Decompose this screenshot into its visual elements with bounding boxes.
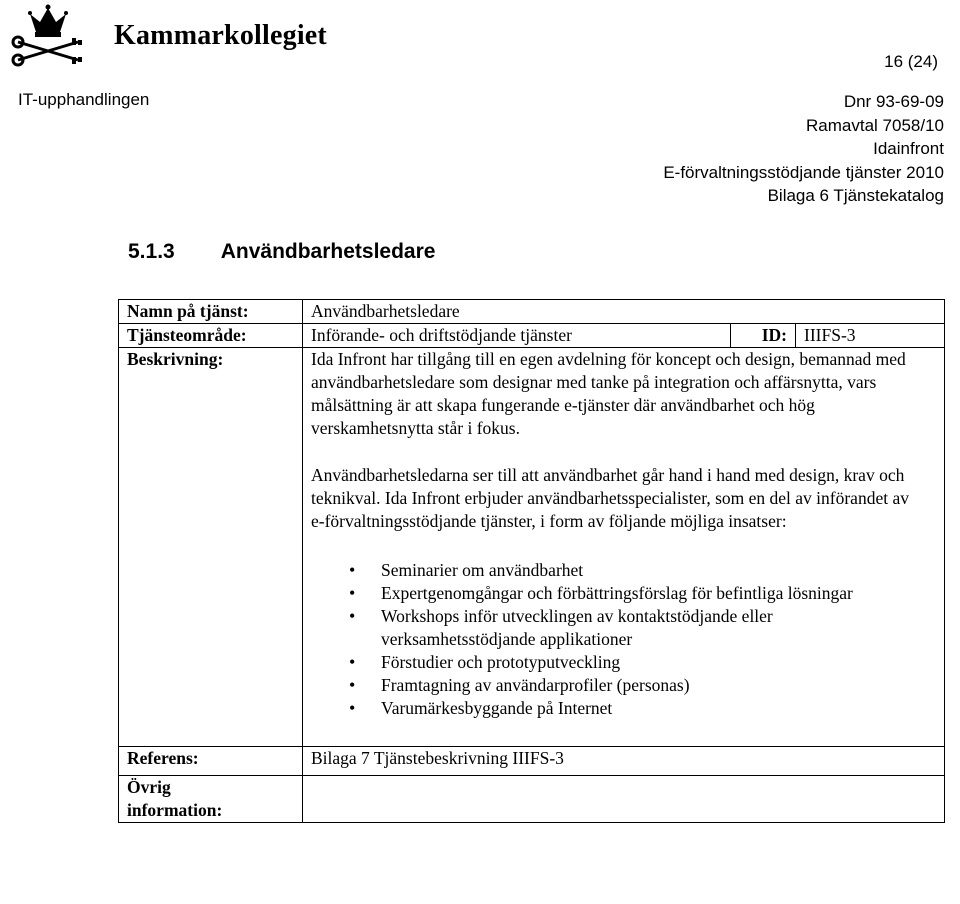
header-reference-block [663,90,944,208]
page-number: 16 (24) [884,52,938,71]
namn-value: Användbarhetsledare [303,300,945,324]
beskrivning-label: Beskrivning: [119,348,303,747]
insatser-list [311,559,944,720]
header-contract-name: E-förvaltningsstödjande tjänster 2010 [663,162,944,182]
list-item: • Varumärkesbyggande på Internet [381,697,944,720]
referens-label: Referens: [119,747,303,776]
list-item: • Förstudier och prototyputveckling [381,651,944,674]
header-appendix: Bilaga 6 Tjänstekatalog [767,186,944,205]
id-value: IIIFS-3 [796,324,945,348]
header-supplier: Idainfront [873,139,944,158]
list-item: • Seminarier om användbarhet [381,559,944,582]
table-row-ovrig [119,776,945,823]
header-department: IT-upphandlingen [18,90,150,109]
list-item: • Framtagning av användarprofiler (personas) [381,674,944,697]
section-number: 5.1.3 [128,240,175,263]
service-table [118,299,945,823]
omrade-value: Införande- och driftstödjande tjänster [303,324,731,348]
table-row-omrade [119,324,945,348]
beskrivning-value [303,348,945,747]
kammarkollegiet-logo [8,2,328,68]
section-title: Användbarhetsledare [220,240,436,263]
ovrig-label-line-2: information: [127,800,223,820]
header-dnr: Dnr 93-69-09 [843,92,944,111]
header-ramavtal: Ramavtal 7058/10 [806,115,944,135]
logo-text: Kammarkollegiet [114,20,327,51]
table-row-beskrivning [119,348,945,747]
table-row-namn [119,300,945,324]
id-label: ID: [731,324,796,348]
table-row-referens [119,747,945,776]
ovrig-label [119,776,303,823]
ovrig-value [303,776,945,823]
beskrivning-paragraph-1: Ida Infront har tillgång till en egen avdelning för koncept och design, bemannad med användbarhetsledare som designar med tanke på integration och affärsnytta, vars målsättning är att skapa fungerande e-tjänster där användbarhet och hög verskamhetsnytta står i fokus. [311,349,906,438]
section-heading [128,240,435,264]
list-item: • Workshops inför utvecklingen av kontaktstödjande eller verksamhetsstödjande applikationer [381,605,944,651]
list-item: • Expertgenomgångar och förbättringsförslag för befintliga lösningar [381,582,944,605]
referens-value: Bilaga 7 Tjänstebeskrivning IIIFS-3 [303,747,945,776]
beskrivning-paragraph-2: Användbarhetsledarna ser till att användbarhet går hand i hand med design, krav och teknikval. Ida Infront erbjuder användbarhetsspecialister, som en del av införandet av e-förvaltningsstödjande tjänster, i form av följande möjliga insatser: [311,465,909,531]
namn-label: Namn på tjänst: [119,300,303,324]
omrade-label: Tjänsteområde: [119,324,303,348]
ovrig-label-line-1: Övrig [127,777,171,797]
